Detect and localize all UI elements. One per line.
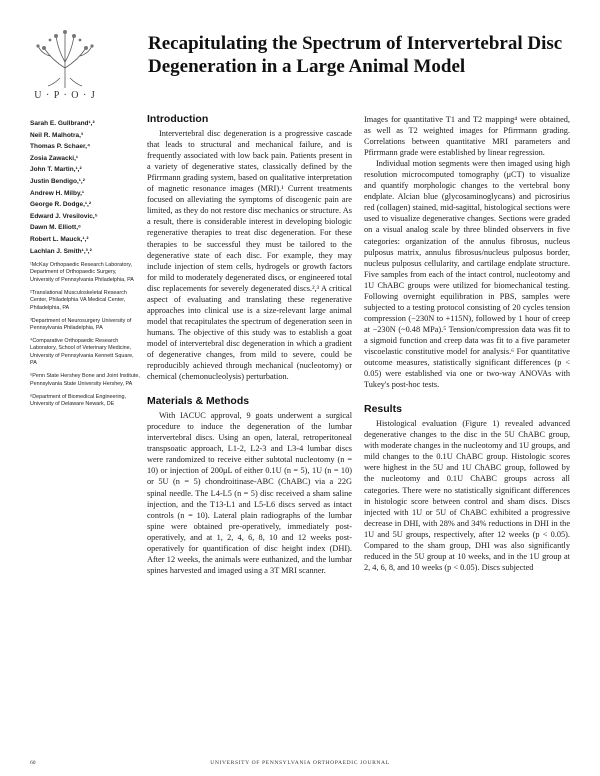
tree-logo-icon [30, 28, 100, 90]
journal-logo [30, 28, 100, 118]
author-name: Lachlan J. Smith¹,³,² [30, 247, 92, 255]
affiliation: ⁴Comparative Orthopaedic Research Laboratory, School of Veterinary Medicine, University of Pennsylvania Kennett Square, PA [30, 338, 134, 367]
affiliation: ³Department of Neurosurgery University of Pennsylvania Philadelphia, PA [30, 317, 132, 332]
affiliation: ²Translational Musculoskeletal Research Center, Philadelphia VA Medical Center, Philadelphia, PA [30, 289, 127, 311]
author-name: Dawn M. Elliott,⁶ [30, 224, 82, 232]
author-name: John T. Martin,¹,² [30, 166, 82, 174]
author-name: Edward J. Vresilovic,⁵ [30, 212, 98, 220]
author-name: Robert L. Mauck,¹,² [30, 235, 89, 243]
author-name: George R. Dodge,¹,² [30, 201, 92, 209]
column-right [364, 114, 570, 573]
author-name: Sarah E. Gullbrand¹,² [30, 120, 95, 127]
methods-paragraph: Individual motion segments were then imaged using high resolution microcomputed tomography (μCT) to visualize and quantify morphologic changes to the vertebral bony endplate. Alcian blue (glycosaminoglycans) and picrosirius red (collagen) stained, mid-sagittal, histological sections were used to visualize degenerative changes. Sections were graded on a visual analog scale by three blinded observers in five categories: organization of the annulus fibrosus, nucleus pulposus matrix, annulus fibrosus/nucleus pulposus border, nucleus pulposus cellularity, and cartilage endplate structure. Five samples from each of the intact control, nucleotomy and 1U ChABC groups were utilized for biomechanical testing. Following overnight equilibration in PBS, samples were subjected to a testing protocol consisting of 20 cycles tension compression (−230N to +115N), followed by 1 hour of creep at −230N (~0.48 MPa).⁵ Tension/compression data was fit to a sigmoid function and creep data was fit to a five parameter viscoelastic constitutive model for analysis.⁶ For quantitative outcome measures, statistically significant differences (p < 0.05) were established via one or two-way ANOVAs with Tukey's post-hoc tests. [364, 159, 570, 390]
journal-name: UNIVERSITY OF PENNSYLVANIA ORTHOPAEDIC JOURNAL [210, 760, 390, 766]
methods-paragraph: With IACUC approval, 9 goats underwent a surgical procedure to induce the degeneration of the lumbar intervertebral discs. Using an open, lateral, retroperitoneal transpsoatic approach, L1-2, L2-3 and L3-4 lumbar discs were randomized to receive either subtotal nucleotomy (n = 10) or injection of 200μL of either 0.1U (n = 5), 1U (n = 10) or 5U (n = 5) chondroitinase-ABC (ChABC) via a 22G spinal needle. The L4-L5 (n = 5) disc received a sham saline injection, and the T13-L1 and L5-L6 discs served as intact controls (n = 10). Lateral plain radiographs of the lumbar spine were obtained pre-operatively, immediately post-operatively, and at 1, 2, 4, 6, 8, 10 and 12 weeks post-operatively for quantification of disc height index (DHI). After 12 weeks, the animals were euthanized, and the lumbar spines harvested and imaged using a 3T MRI scanner. [147, 411, 352, 575]
page-number: 60 [30, 760, 36, 766]
affiliation-list [30, 262, 140, 414]
author-name: Neil R. Malhotra,³ [30, 131, 84, 139]
affiliation: ⁶Department of Biomedical Engineering, University of Delaware Newark, DE [30, 393, 127, 408]
results-heading: Results [364, 403, 402, 416]
logo-text: U · P · O · J [34, 90, 96, 101]
article-title: Recapitulating the Spectrum of Intervertebral Disc Degeneration in a Large Animal Model [148, 33, 563, 77]
affiliation: ⁵Penn State Hershey Bone and Joint Institute, Pennsylvania State University Hershey, PA [30, 373, 140, 387]
author-list [30, 118, 142, 257]
methods-heading: Materials & Methods [147, 395, 250, 408]
intro-heading: Introduction [147, 113, 209, 125]
results-paragraph: Histological evaluation (Figure 1) revealed advanced degenerative changes to the disc in the 5U ChABC group, with moderate changes in the nucleotomy and 1U groups, and mild changes to the 0.1U ChABC group. Histologic scores were highest in the 5U and 1U ChABC group, followed by the nucleotomy and 0.1U ChABC groups across all categories. There were no statistically significant differences in histologic score between control and sham discs. Discs injected with 1U or 5U of ChABC exhibited a progressive decrease in DHI, with 28% and 34% reductions in DHI in the 1U and 5U groups, respectively, after 12 weeks (p < 0.05). Compared to the sham group, DHI was also significantly reduced in the 5U group at 10 weeks, and in the 1U group at 2, 4, 6, 8, and 10 weeks (p < 0.05). Discs subjected [364, 419, 570, 572]
column-left [147, 114, 352, 576]
author-name: Thomas P. Schaer,⁴ [30, 143, 91, 151]
author-name: Andrew H. Milby,¹ [30, 189, 85, 197]
intro-paragraph: Intervertebral disc degeneration is a progressive cascade that leads to structural and mechanical failure, and is frequently associated with low back pain. Patients present in a variety of degenerative states, classically defined by the Pfirrmann grading system, based on qualitative interpretation of magnetic resonance images (MRI).¹ Current treatments focused on alleviating the symptoms of discogenic pain are limited, as they do not restore disc mechanics or structure. As a result, there is considerable interest in developing biologic regenerative therapies to treat disc degeneration. For these therapies to be successful they must be tailored to the degenerative state of each disc. For example, they may include injection of stem cells, hydrogels or growth factors for mild to moderately degenerated discs, or engineered total disc replacements for severely degenerated discs.²,³ A critical aspect of evaluating and translating these regenerative approaches into clinical use is a size-relevant large animal model that recapitulates the spectrum of degeneration seen in humans. The objective of this study was to establish a goat model of intervertebral disc degeneration in which a gradient of degenerative changes, from mild to severe, could be reproducibly achieved through mechanical (nucleotomy) or chemical (chemonucleolysis) perturbation. [147, 129, 352, 382]
author-name: Zosia Zawacki,¹ [30, 154, 79, 162]
author-name: Justin Bendigo,¹,² [30, 177, 85, 185]
affiliation: ¹McKay Orthopaedic Research Laboratory, Department of Orthopaedic Surgery, University of Pennsylvania Philadelphia, PA [30, 262, 134, 283]
methods-paragraph: Images for quantitative T1 and T2 mapping⁴ were obtained, as well as T2 weighted images for Pfirrmann grading. Correlations between quantitative MRI parameters and Pfirrmann grade were established by linear regression. [364, 115, 570, 158]
